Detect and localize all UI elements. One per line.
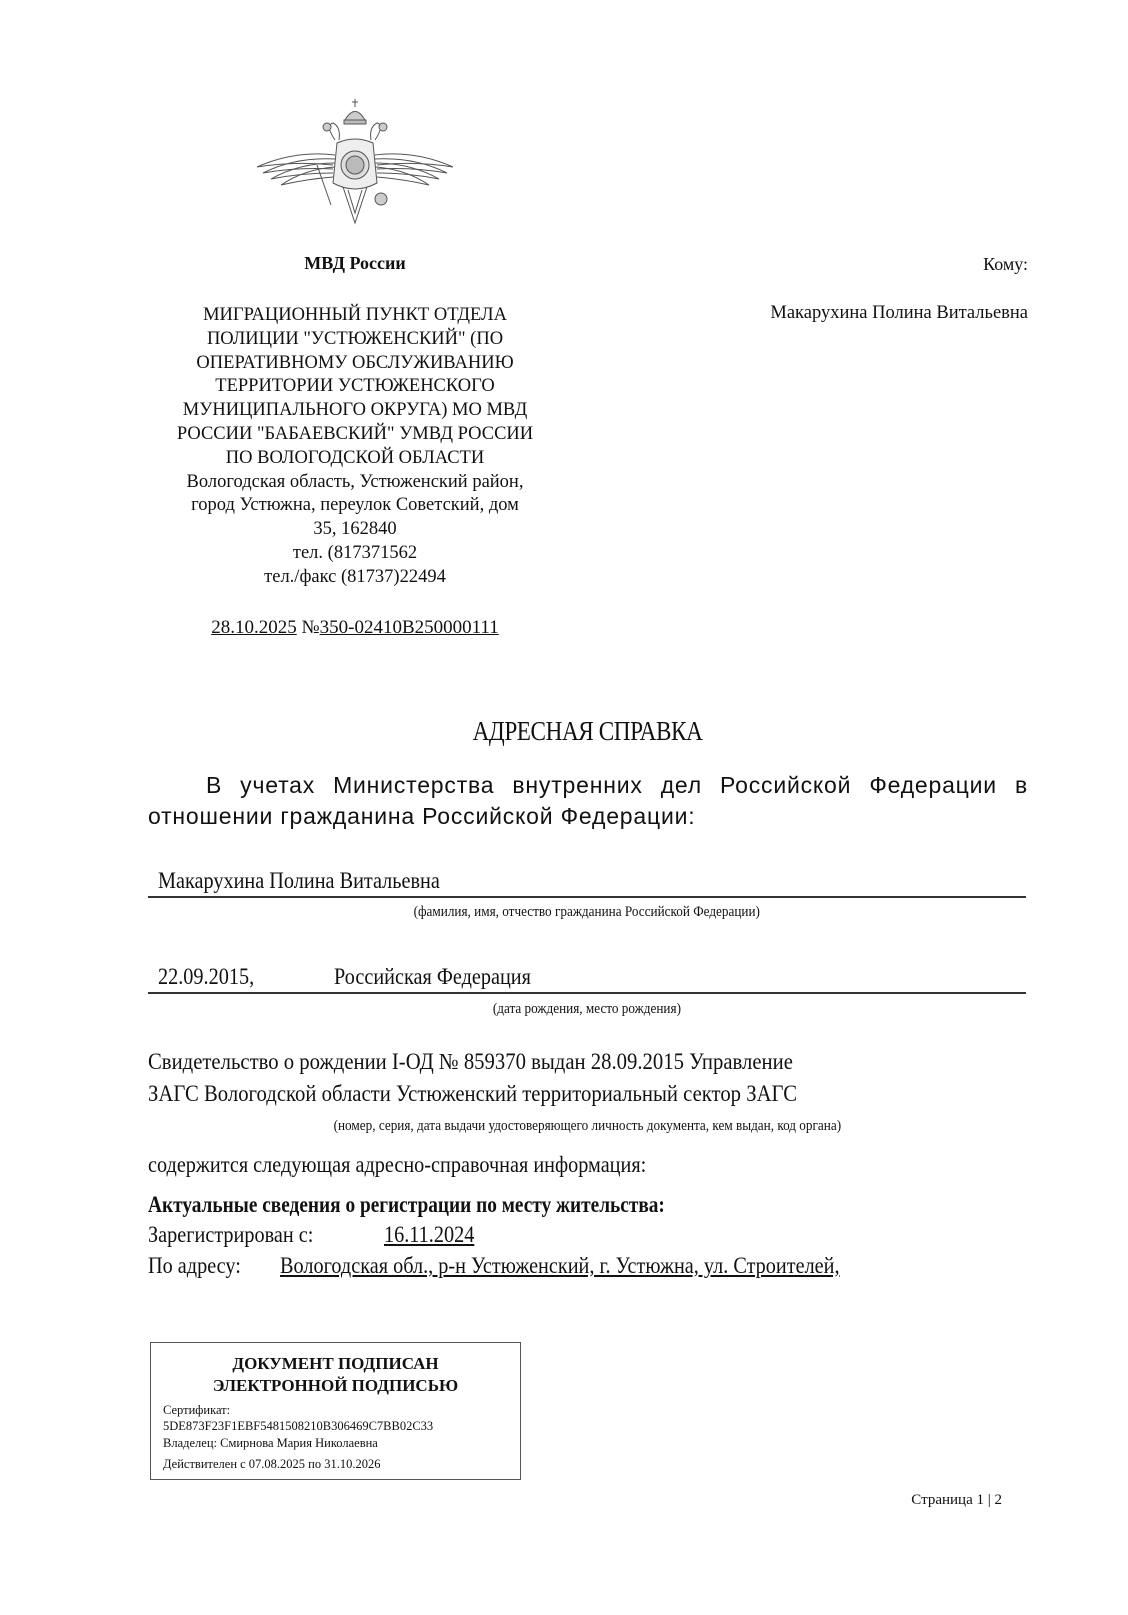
reference-line (150, 617, 560, 639)
recipient-label: Кому: (983, 254, 1028, 274)
full-name-field (148, 866, 1026, 898)
intro-paragraph (148, 770, 1028, 832)
reference-number: 350-02410В250000111 (319, 617, 499, 638)
id-document-line: Свидетельство о рождении I-ОД № 859370 выдан 28.09.2015 Управление (148, 1049, 793, 1074)
page-number: Страница 1 | 2 (911, 1492, 1002, 1508)
department-line: ПО ВОЛОГОДСКОЙ ОБЛАСТИ (225, 447, 485, 468)
certificate-value: 5DE873F23F1EBF5481508210B306469C7BB02C33 (163, 1419, 434, 1433)
signature-owner: Владелец: Смирнова Мария Николаевна (163, 1436, 378, 1450)
department-address-block (150, 304, 560, 590)
electronic-signature-stamp (150, 1342, 521, 1480)
reference-date: 28.10.2025 (211, 617, 297, 638)
full-name-caption: (фамилия, имя, отчество гражданина Российской Федерации) (413, 904, 761, 920)
fax-line: тел./факс (81737)22494 (264, 566, 446, 587)
department-line: ОПЕРАТИВНОМУ ОБСЛУЖИВАНИЮ (196, 352, 514, 373)
recipient-name: Макарухина Полина Витальевна (770, 303, 1028, 323)
department-line: ТЕРРИТОРИИ УСТЮЖЕНСКОГО (215, 376, 495, 397)
id-document-caption: (номер, серия, дата выдачи удостоверяющего личность документа, кем выдан, код органа) (333, 1118, 841, 1134)
mvd-emblem-icon (255, 95, 455, 230)
registered-since-label: Зарегистрирован с: (148, 1222, 314, 1247)
certificate-label: Сертификат: (163, 1403, 231, 1417)
signature-validity: Действителен с 07.08.2025 по 31.10.2026 (163, 1457, 381, 1471)
id-document-line: ЗАГС Вологодской области Устюженский территориальный сектор ЗАГС (148, 1081, 798, 1106)
address-label: По адресу: (148, 1253, 241, 1278)
number-sign: № (301, 617, 320, 638)
registration-heading: Актуальные сведения о регистрации по месту жительства: (148, 1192, 665, 1217)
birth-date-value: 22.09.2015, (158, 964, 255, 989)
department-line: МИГРАЦИОННЫЙ ПУНКТ ОТДЕЛА (203, 305, 507, 325)
department-line: ПОЛИЦИИ "УСТЮЖЕНСКИЙ" (ПО (206, 328, 504, 349)
full-name-value: Макарухина Полина Витальевна (158, 868, 440, 893)
department-line: РОССИИ "БАБАЕВСКИЙ" УМВД РОССИИ (176, 423, 534, 444)
id-document (148, 1046, 1028, 1110)
birth-place-value: Российская Федерация (334, 964, 531, 989)
registered-since-row (148, 1222, 475, 1248)
address-line: 35, 162840 (313, 519, 397, 540)
address-line: Вологодская область, Устюженский район, (186, 471, 524, 492)
phone-line: тел. (817371562 (292, 542, 418, 563)
address-line: город Устюжна, переулок Советский, дом (191, 495, 519, 516)
birth-caption: (дата рождения, место рождения) (492, 1001, 682, 1017)
birth-field (148, 962, 1026, 994)
department-line: МУНИЦИПАЛЬНОГО ОКРУГА) МО МВД (182, 400, 528, 421)
registered-since-value: 16.11.2024 (384, 1222, 475, 1247)
document-title: АДРЕСНАЯ СПРАВКА (472, 716, 703, 746)
info-intro: содержится следующая адресно-справочная информация: (148, 1152, 647, 1177)
intro-text: В учетах Министерства внутренних дел Российской Федерации в отношении гражданина Российской Федерации: (148, 772, 1028, 829)
signature-title: ДОКУМЕНТ ПОДПИСАН ЭЛЕКТРОННОЙ ПОДПИСЬЮ (212, 1354, 459, 1395)
address-row (148, 1253, 840, 1279)
agency-name: МВД России (304, 253, 406, 273)
address-value: Вологодская обл., р-н Устюженский, г. Устюжна, ул. Строителей, (280, 1253, 840, 1278)
